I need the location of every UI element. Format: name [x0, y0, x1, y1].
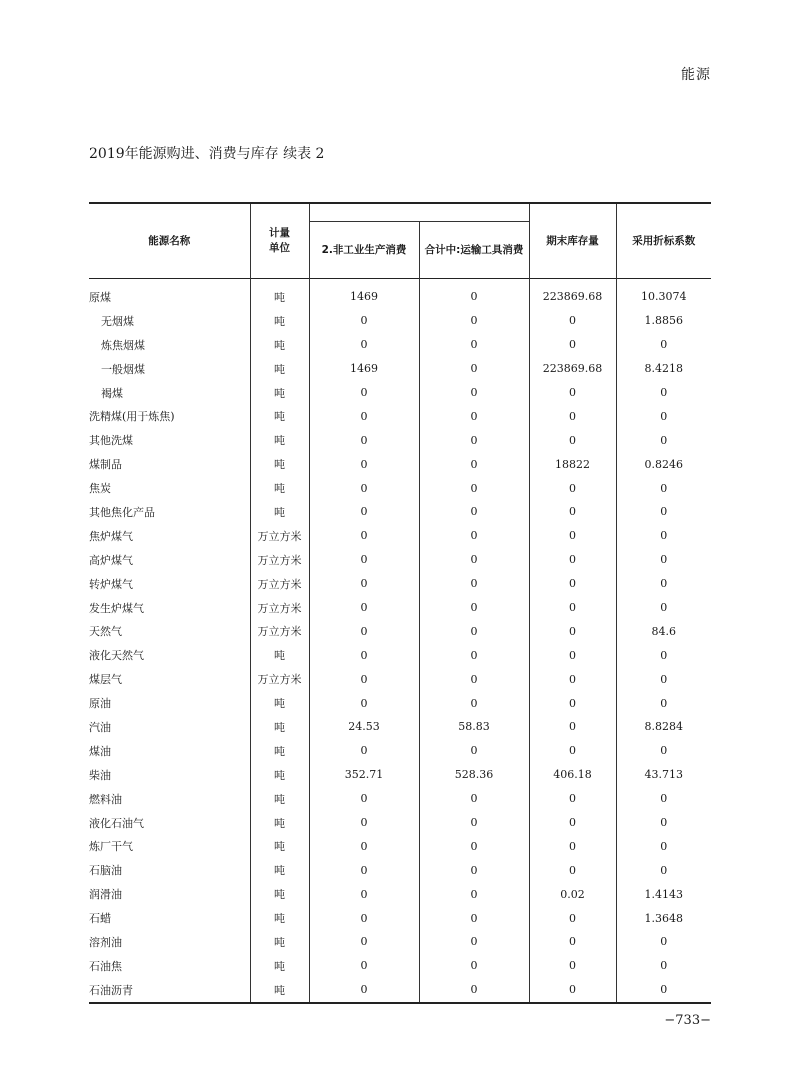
- table-row: [89, 978, 711, 1003]
- transport-consumption-cell: 0: [419, 619, 529, 643]
- ending-stock-cell: 0: [529, 643, 616, 667]
- header-unit-line1: 计量: [269, 227, 290, 239]
- unit-cell: 吨: [250, 691, 309, 715]
- nonindustrial-consumption-cell: 352.71: [309, 763, 419, 787]
- energy-name-cell: 石脑油: [89, 864, 122, 878]
- energy-name-cell: 焦炉煤气: [89, 529, 133, 543]
- table-row: [89, 715, 711, 739]
- table-row: [89, 428, 711, 452]
- conversion-factor-cell: 0.8246: [616, 452, 711, 476]
- transport-consumption-cell: 0: [419, 572, 529, 596]
- conversion-factor-cell: 0: [616, 548, 711, 572]
- conversion-factor-cell: 0: [616, 333, 711, 357]
- header-unit: [250, 203, 309, 279]
- unit-cell: 吨: [250, 787, 309, 811]
- transport-consumption-cell: 0: [419, 667, 529, 691]
- energy-name-cell: 高炉煤气: [89, 553, 133, 567]
- ending-stock-cell: 0: [529, 381, 616, 405]
- energy-name-cell: 润滑油: [89, 888, 122, 902]
- energy-name-cell: 煤制品: [89, 458, 122, 472]
- unit-cell: 吨: [250, 906, 309, 930]
- conversion-factor-cell: 0: [616, 667, 711, 691]
- nonindustrial-consumption-cell: 0: [309, 452, 419, 476]
- ending-stock-cell: 406.18: [529, 763, 616, 787]
- energy-name-cell: 燃料油: [89, 792, 122, 806]
- table-row: [89, 906, 711, 930]
- energy-name-cell: 一般烟煤: [101, 362, 145, 376]
- ending-stock-cell: 0: [529, 834, 616, 858]
- transport-consumption-cell: 58.83: [419, 715, 529, 739]
- nonindustrial-consumption-cell: 0: [309, 404, 419, 428]
- nonindustrial-consumption-cell: 0: [309, 882, 419, 906]
- table-row: [89, 739, 711, 763]
- unit-cell: 吨: [250, 858, 309, 882]
- header-energy-name: 能源名称: [148, 234, 191, 247]
- table-row: [89, 333, 711, 357]
- unit-cell: 吨: [250, 279, 309, 309]
- table-row: [89, 381, 711, 405]
- nonindustrial-consumption-cell: 0: [309, 691, 419, 715]
- unit-cell: 吨: [250, 954, 309, 978]
- nonindustrial-consumption-cell: 0: [309, 428, 419, 452]
- transport-consumption-cell: 0: [419, 739, 529, 763]
- transport-consumption-cell: 0: [419, 548, 529, 572]
- unit-cell: 吨: [250, 834, 309, 858]
- energy-name-cell: 炼厂干气: [89, 840, 133, 854]
- nonindustrial-consumption-cell: 0: [309, 596, 419, 620]
- unit-cell: 吨: [250, 715, 309, 739]
- conversion-factor-cell: 8.8284: [616, 715, 711, 739]
- energy-name-cell: 洗精煤(用于炼焦): [89, 410, 175, 424]
- nonindustrial-consumption-cell: 0: [309, 858, 419, 882]
- table-row: [89, 667, 711, 691]
- energy-name-cell: 发生炉煤气: [89, 601, 144, 615]
- nonindustrial-consumption-cell: 0: [309, 787, 419, 811]
- energy-name-cell: 汽油: [89, 720, 111, 734]
- ending-stock-cell: 0: [529, 978, 616, 1003]
- energy-table: [89, 202, 711, 1004]
- nonindustrial-consumption-cell: 1469: [309, 279, 419, 309]
- unit-cell: 万立方米: [250, 619, 309, 643]
- transport-consumption-cell: 0: [419, 357, 529, 381]
- conversion-factor-cell: 0: [616, 404, 711, 428]
- table-row: [89, 279, 711, 309]
- conversion-factor-cell: 0: [616, 954, 711, 978]
- energy-name-cell: 原煤: [89, 290, 111, 304]
- ending-stock-cell: 0: [529, 715, 616, 739]
- unit-cell: 吨: [250, 930, 309, 954]
- conversion-factor-cell: 0: [616, 930, 711, 954]
- nonindustrial-consumption-cell: 1469: [309, 357, 419, 381]
- unit-cell: 吨: [250, 739, 309, 763]
- transport-consumption-cell: 0: [419, 834, 529, 858]
- conversion-factor-cell: 0: [616, 524, 711, 548]
- conversion-factor-cell: 10.3074: [616, 279, 711, 309]
- table-title: 2019年能源购进、消费与库存 续表 2: [89, 146, 325, 162]
- table-row: [89, 476, 711, 500]
- nonindustrial-consumption-cell: 0: [309, 906, 419, 930]
- nonindustrial-consumption-cell: 0: [309, 739, 419, 763]
- ending-stock-cell: 0: [529, 524, 616, 548]
- transport-consumption-cell: 0: [419, 428, 529, 452]
- transport-consumption-cell: 0: [419, 954, 529, 978]
- nonindustrial-consumption-cell: 0: [309, 954, 419, 978]
- nonindustrial-consumption-cell: 0: [309, 548, 419, 572]
- unit-cell: 万立方米: [250, 524, 309, 548]
- transport-consumption-cell: 0: [419, 811, 529, 835]
- transport-consumption-cell: 0: [419, 643, 529, 667]
- conversion-factor-cell: 84.6: [616, 619, 711, 643]
- conversion-factor-cell: 0: [616, 811, 711, 835]
- ending-stock-cell: 0: [529, 333, 616, 357]
- energy-name-cell: 液化天然气: [89, 649, 144, 663]
- nonindustrial-consumption-cell: 0: [309, 811, 419, 835]
- nonindustrial-consumption-cell: 0: [309, 978, 419, 1003]
- transport-consumption-cell: 0: [419, 476, 529, 500]
- table-row: [89, 954, 711, 978]
- transport-consumption-cell: 0: [419, 596, 529, 620]
- nonindustrial-consumption-cell: 24.53: [309, 715, 419, 739]
- table-row: [89, 691, 711, 715]
- transport-consumption-cell: 0: [419, 500, 529, 524]
- energy-name-cell: 其他焦化产品: [89, 505, 155, 519]
- unit-cell: 吨: [250, 811, 309, 835]
- header-transport-consumption: 合计中:运输工具消费: [419, 222, 529, 279]
- ending-stock-cell: 0.02: [529, 882, 616, 906]
- table-row: [89, 309, 711, 333]
- table-row: [89, 858, 711, 882]
- energy-name-cell: 其他洗煤: [89, 434, 133, 448]
- conversion-factor-cell: 0: [616, 476, 711, 500]
- conversion-factor-cell: 0: [616, 572, 711, 596]
- table-row: [89, 834, 711, 858]
- energy-name-cell: 褐煤: [101, 386, 123, 400]
- header-conversion-factor: 采用折标系数: [616, 203, 711, 279]
- unit-cell: 吨: [250, 978, 309, 1003]
- page-number: −733−: [664, 1013, 711, 1028]
- ending-stock-cell: 223869.68: [529, 279, 616, 309]
- unit-cell: 吨: [250, 500, 309, 524]
- ending-stock-cell: 0: [529, 596, 616, 620]
- energy-name-cell: 液化石油气: [89, 816, 144, 830]
- ending-stock-cell: 0: [529, 428, 616, 452]
- unit-cell: 吨: [250, 643, 309, 667]
- ending-stock-cell: 0: [529, 404, 616, 428]
- table-body: [89, 279, 711, 1003]
- unit-cell: 吨: [250, 381, 309, 405]
- table-row: [89, 500, 711, 524]
- header-ending-stock: 期末库存量: [529, 203, 616, 279]
- unit-cell: 吨: [250, 428, 309, 452]
- table-row: [89, 811, 711, 835]
- transport-consumption-cell: 0: [419, 333, 529, 357]
- unit-cell: 吨: [250, 309, 309, 333]
- ending-stock-cell: 0: [529, 548, 616, 572]
- conversion-factor-cell: 0: [616, 691, 711, 715]
- ending-stock-cell: 0: [529, 858, 616, 882]
- energy-name-cell: 石油焦: [89, 959, 122, 973]
- nonindustrial-consumption-cell: 0: [309, 476, 419, 500]
- table-row: [89, 452, 711, 476]
- unit-cell: 吨: [250, 357, 309, 381]
- unit-cell: 吨: [250, 476, 309, 500]
- conversion-factor-cell: 0: [616, 978, 711, 1003]
- nonindustrial-consumption-cell: 0: [309, 381, 419, 405]
- energy-name-cell: 天然气: [89, 625, 122, 639]
- header-group-blank: [309, 203, 529, 222]
- unit-cell: 吨: [250, 452, 309, 476]
- energy-name-cell: 无烟煤: [101, 314, 134, 328]
- nonindustrial-consumption-cell: 0: [309, 524, 419, 548]
- transport-consumption-cell: 0: [419, 978, 529, 1003]
- transport-consumption-cell: 0: [419, 452, 529, 476]
- energy-name-cell: 石蜡: [89, 912, 111, 926]
- table-row: [89, 357, 711, 381]
- unit-cell: 吨: [250, 404, 309, 428]
- table-row: [89, 787, 711, 811]
- unit-cell: 吨: [250, 882, 309, 906]
- energy-name-cell: 转炉煤气: [89, 577, 133, 591]
- nonindustrial-consumption-cell: 0: [309, 930, 419, 954]
- header-unit-line2: 单位: [269, 242, 290, 254]
- conversion-factor-cell: 0: [616, 500, 711, 524]
- transport-consumption-cell: 0: [419, 279, 529, 309]
- ending-stock-cell: 0: [529, 619, 616, 643]
- conversion-factor-cell: 8.4218: [616, 357, 711, 381]
- ending-stock-cell: 0: [529, 739, 616, 763]
- ending-stock-cell: 0: [529, 787, 616, 811]
- transport-consumption-cell: 0: [419, 906, 529, 930]
- table-row: [89, 596, 711, 620]
- conversion-factor-cell: 1.8856: [616, 309, 711, 333]
- table-row: [89, 882, 711, 906]
- section-header: 能源: [681, 67, 711, 83]
- table-row: [89, 763, 711, 787]
- nonindustrial-consumption-cell: 0: [309, 572, 419, 596]
- unit-cell: 吨: [250, 333, 309, 357]
- transport-consumption-cell: 0: [419, 882, 529, 906]
- table-row: [89, 930, 711, 954]
- nonindustrial-consumption-cell: 0: [309, 643, 419, 667]
- energy-name-cell: 溶剂油: [89, 935, 122, 949]
- conversion-factor-cell: 43.713: [616, 763, 711, 787]
- table-row: [89, 619, 711, 643]
- ending-stock-cell: 18822: [529, 452, 616, 476]
- ending-stock-cell: 0: [529, 667, 616, 691]
- conversion-factor-cell: 1.3648: [616, 906, 711, 930]
- unit-cell: 万立方米: [250, 667, 309, 691]
- ending-stock-cell: 0: [529, 691, 616, 715]
- header-nonindustrial-consumption: 2.非工业生产消费: [309, 222, 419, 279]
- energy-name-cell: 炼焦烟煤: [101, 338, 145, 352]
- conversion-factor-cell: 0: [616, 643, 711, 667]
- nonindustrial-consumption-cell: 0: [309, 619, 419, 643]
- transport-consumption-cell: 0: [419, 858, 529, 882]
- energy-name-cell: 原油: [89, 697, 111, 711]
- transport-consumption-cell: 0: [419, 404, 529, 428]
- nonindustrial-consumption-cell: 0: [309, 834, 419, 858]
- nonindustrial-consumption-cell: 0: [309, 309, 419, 333]
- energy-name-cell: 石油沥青: [89, 983, 133, 997]
- energy-name-cell: 柴油: [89, 768, 111, 782]
- transport-consumption-cell: 0: [419, 930, 529, 954]
- unit-cell: 万立方米: [250, 548, 309, 572]
- conversion-factor-cell: 0: [616, 596, 711, 620]
- transport-consumption-cell: 528.36: [419, 763, 529, 787]
- nonindustrial-consumption-cell: 0: [309, 333, 419, 357]
- ending-stock-cell: 0: [529, 309, 616, 333]
- nonindustrial-consumption-cell: 0: [309, 667, 419, 691]
- energy-name-cell: 焦炭: [89, 482, 111, 496]
- unit-cell: 万立方米: [250, 596, 309, 620]
- ending-stock-cell: 0: [529, 500, 616, 524]
- transport-consumption-cell: 0: [419, 787, 529, 811]
- ending-stock-cell: 223869.68: [529, 357, 616, 381]
- table-row: [89, 548, 711, 572]
- transport-consumption-cell: 0: [419, 381, 529, 405]
- conversion-factor-cell: 0: [616, 858, 711, 882]
- conversion-factor-cell: 0: [616, 787, 711, 811]
- table-row: [89, 524, 711, 548]
- unit-cell: 万立方米: [250, 572, 309, 596]
- ending-stock-cell: 0: [529, 572, 616, 596]
- energy-name-cell: 煤油: [89, 744, 111, 758]
- conversion-factor-cell: 0: [616, 381, 711, 405]
- conversion-factor-cell: 1.4143: [616, 882, 711, 906]
- conversion-factor-cell: 0: [616, 834, 711, 858]
- table-row: [89, 643, 711, 667]
- ending-stock-cell: 0: [529, 476, 616, 500]
- energy-name-cell: 煤层气: [89, 673, 122, 687]
- ending-stock-cell: 0: [529, 811, 616, 835]
- ending-stock-cell: 0: [529, 954, 616, 978]
- ending-stock-cell: 0: [529, 906, 616, 930]
- ending-stock-cell: 0: [529, 930, 616, 954]
- conversion-factor-cell: 0: [616, 739, 711, 763]
- nonindustrial-consumption-cell: 0: [309, 500, 419, 524]
- table-header: [89, 203, 711, 279]
- transport-consumption-cell: 0: [419, 524, 529, 548]
- table-row: [89, 404, 711, 428]
- transport-consumption-cell: 0: [419, 309, 529, 333]
- unit-cell: 吨: [250, 763, 309, 787]
- table-row: [89, 572, 711, 596]
- conversion-factor-cell: 0: [616, 428, 711, 452]
- transport-consumption-cell: 0: [419, 691, 529, 715]
